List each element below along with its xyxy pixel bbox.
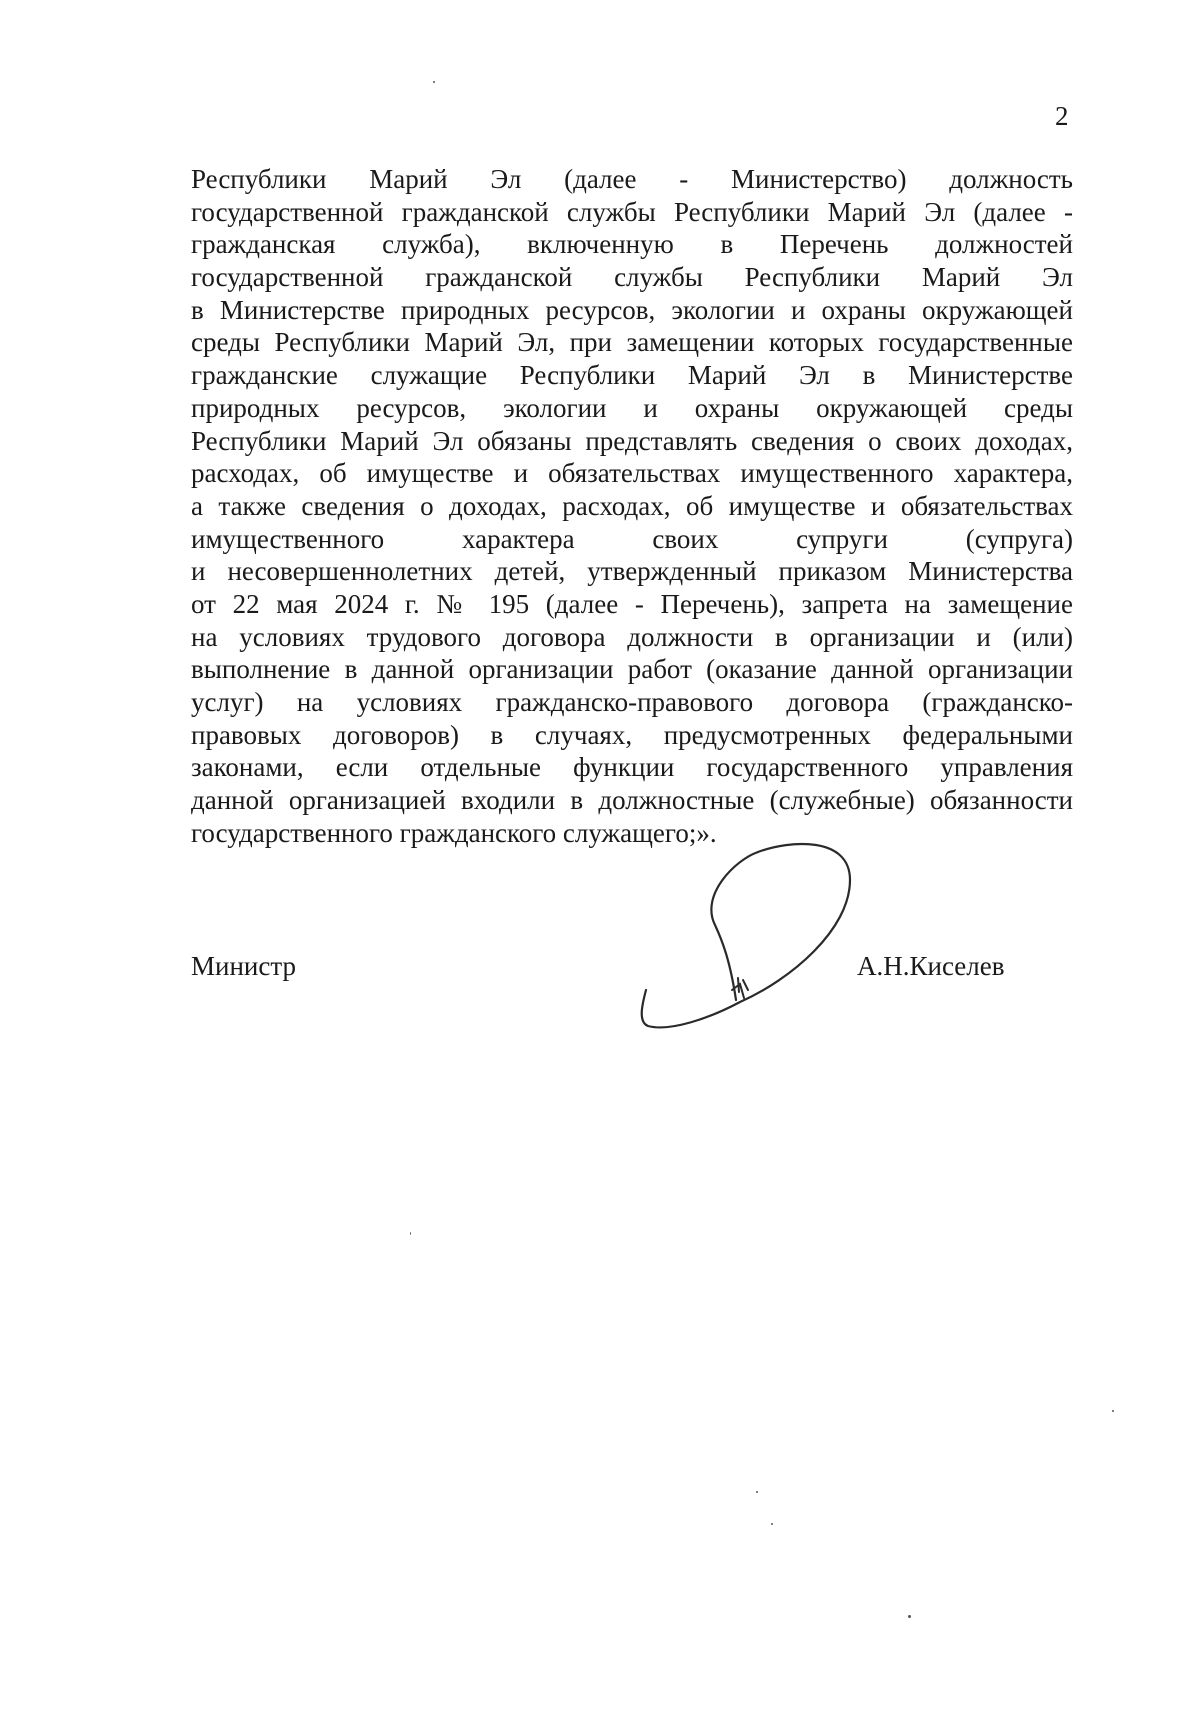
text-line: Республики Марий Эл обязаны представлять сведения о своих доходах, [191, 425, 1073, 456]
text-line: среды Республики Марий Эл, при замещении которых государственные [191, 327, 1073, 358]
scan-speck [1112, 1410, 1114, 1412]
scan-speck [908, 1615, 911, 1618]
page-number: 2 [1055, 101, 1069, 131]
text-line: в Министерстве природных ресурсов, экологии и охраны окружающей [191, 294, 1073, 325]
text-line: правовых договоров) в случаях, предусмотренных федеральными [191, 719, 1073, 750]
text-line: услуг) на условиях гражданско-правового договора (гражданско- [191, 687, 1073, 717]
text-line: расходах, об имуществе и обязательствах имущественного характера, [191, 458, 1073, 489]
text-line: Республики Марий Эл (далее - Министерство) должность [191, 164, 1073, 194]
signature-block [191, 950, 1011, 990]
text-line: гражданские служащие Республики Марий Эл в Министерстве [191, 360, 1073, 391]
text-line: государственной гражданской службы Республики Марий Эл (далее - [191, 196, 1073, 227]
paragraph-text [191, 163, 1073, 849]
text-line: гражданская служба), включенную в Перечень должностей [191, 229, 1073, 260]
text-line: государственной гражданской службы Республики Марий Эл [191, 262, 1073, 293]
scan-speck [433, 81, 435, 83]
handwritten-signature [640, 840, 870, 1050]
scan-speck [410, 1232, 411, 1235]
signer-name: А.Н.Киселев [857, 951, 1005, 981]
text-line: имущественного характера своих супруги (супруга) [191, 523, 1073, 554]
text-line: государственного гражданского служащего;». [191, 817, 717, 848]
text-line: выполнение в данной организации работ (оказание данной организации [191, 654, 1073, 685]
text-line: а также сведения о доходах, расходах, об имуществе и обязательствах [191, 490, 1073, 521]
signer-title: Министр [191, 951, 296, 981]
text-line: и несовершеннолетних детей, утвержденный приказом Министерства [191, 556, 1073, 587]
text-line: законами, если отдельные функции государственного управления [191, 752, 1073, 783]
text-line: от 22 мая 2024 г. № 195 (далее - Перечень), запрета на замещение [191, 588, 1073, 619]
text-line: на условиях трудового договора должности в организации и (или) [191, 621, 1073, 652]
scan-speck [756, 1491, 758, 1493]
text-line: природных ресурсов, экологии и охраны окружающей среды [191, 392, 1073, 423]
scan-speck [771, 1523, 773, 1525]
text-line: данной организацией входили в должностные (служебные) обязанности [191, 785, 1073, 816]
